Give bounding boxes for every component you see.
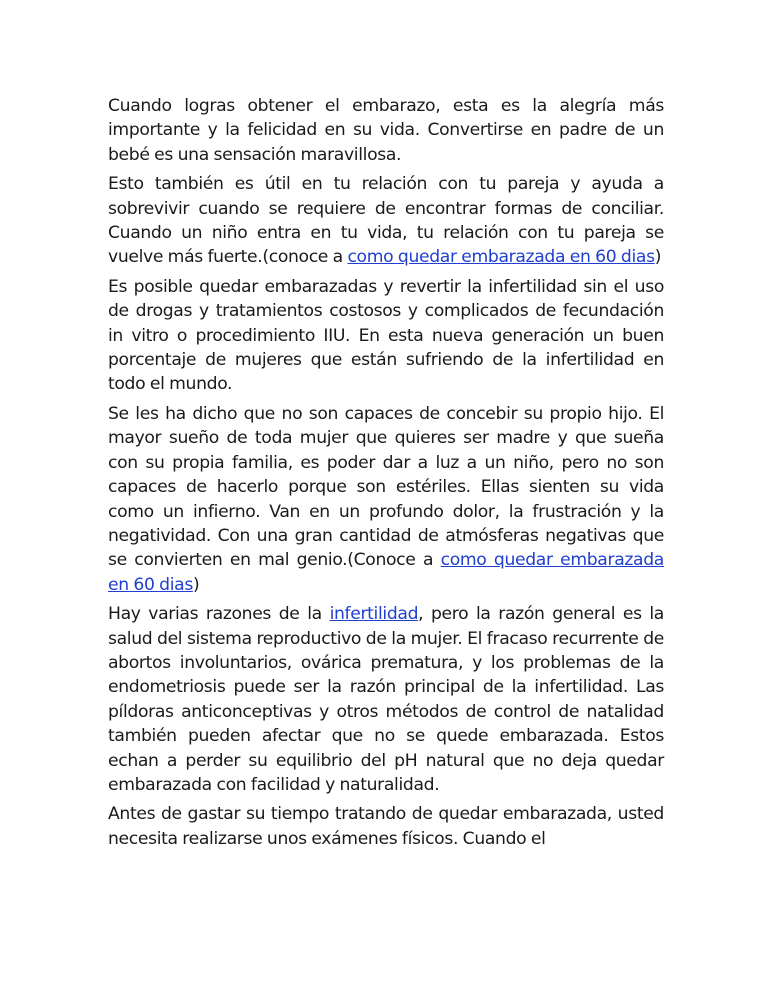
paragraph-5: [108, 602, 664, 797]
paragraph-2-text-after: ): [654, 247, 662, 268]
infertilidad-link[interactable]: infertilidad: [329, 604, 419, 625]
embarazada-60-dias-link-2[interactable]: como quedar embarazada en 60 dias: [108, 550, 664, 595]
paragraph-2: [108, 172, 664, 270]
paragraph-5-text-before: Hay varias razones de la: [108, 604, 330, 625]
paragraph-6: [108, 802, 664, 851]
paragraph-3-text: Es posible quedar embarazadas y revertir la infertilidad sin el uso de drogas y tratamientos costosos y complicados de fecundación in vitro o procedimiento IIU. En esta nueva generación un buen porcentaje de mujeres que están sufriendo de la infertilidad en todo el mundo.: [108, 276, 664, 395]
paragraph-1: [108, 94, 664, 167]
paragraph-3: [108, 275, 664, 397]
embarazada-60-dias-link[interactable]: como quedar embarazada en 60 dias: [347, 247, 655, 268]
paragraph-4: [108, 402, 664, 597]
paragraph-6-text: Antes de gastar su tiempo tratando de quedar embarazada, usted necesita realizarse unos exámenes físicos. Cuando el: [108, 804, 664, 849]
paragraph-4-text-before: Se les ha dicho que no son capaces de concebir su propio hijo. El mayor sueño de toda mujer que quieres ser madre y que sueña con su propia familia, es poder dar a luz a un niño, pero no son capaces de hacerlo porque son estériles. Ellas sienten su vida como un infierno. Van en un profundo dolor, la frustración y la negatividad. Con una gran cantidad de atmósferas negativas que se convierten en mal genio.(Conoce a: [108, 403, 664, 571]
document-page: [108, 94, 664, 856]
paragraph-2-text-before: Esto también es útil en tu relación con tu pareja y ayuda a sobrevivir cuando se requiere de encontrar formas de conciliar. Cuando un niño entra en tu vida, tu relación con tu pareja se vuelve más fuerte.(conoce a: [108, 174, 664, 268]
paragraph-4-text-after: ): [192, 574, 200, 595]
paragraph-1-text: Cuando logras obtener el embarazo, esta es la alegría más importante y la felicidad en su vida. Convertirse en padre de un bebé es una sensación maravillosa.: [108, 96, 664, 165]
paragraph-5-text-after: , pero la razón general es la salud del sistema reproductivo de la mujer. El fracaso recurrente de abortos involuntarios, ovárica prematura, y los problemas de la endometriosis puede ser la razón principal de la infertilidad. Las píldoras anticonceptivas y otros métodos de control de natalidad también pueden afectar que no se quede embarazada. Estos echan a perder su equilibrio del pH natural que no deja quedar embarazada con facilidad y naturalidad.: [108, 604, 664, 795]
